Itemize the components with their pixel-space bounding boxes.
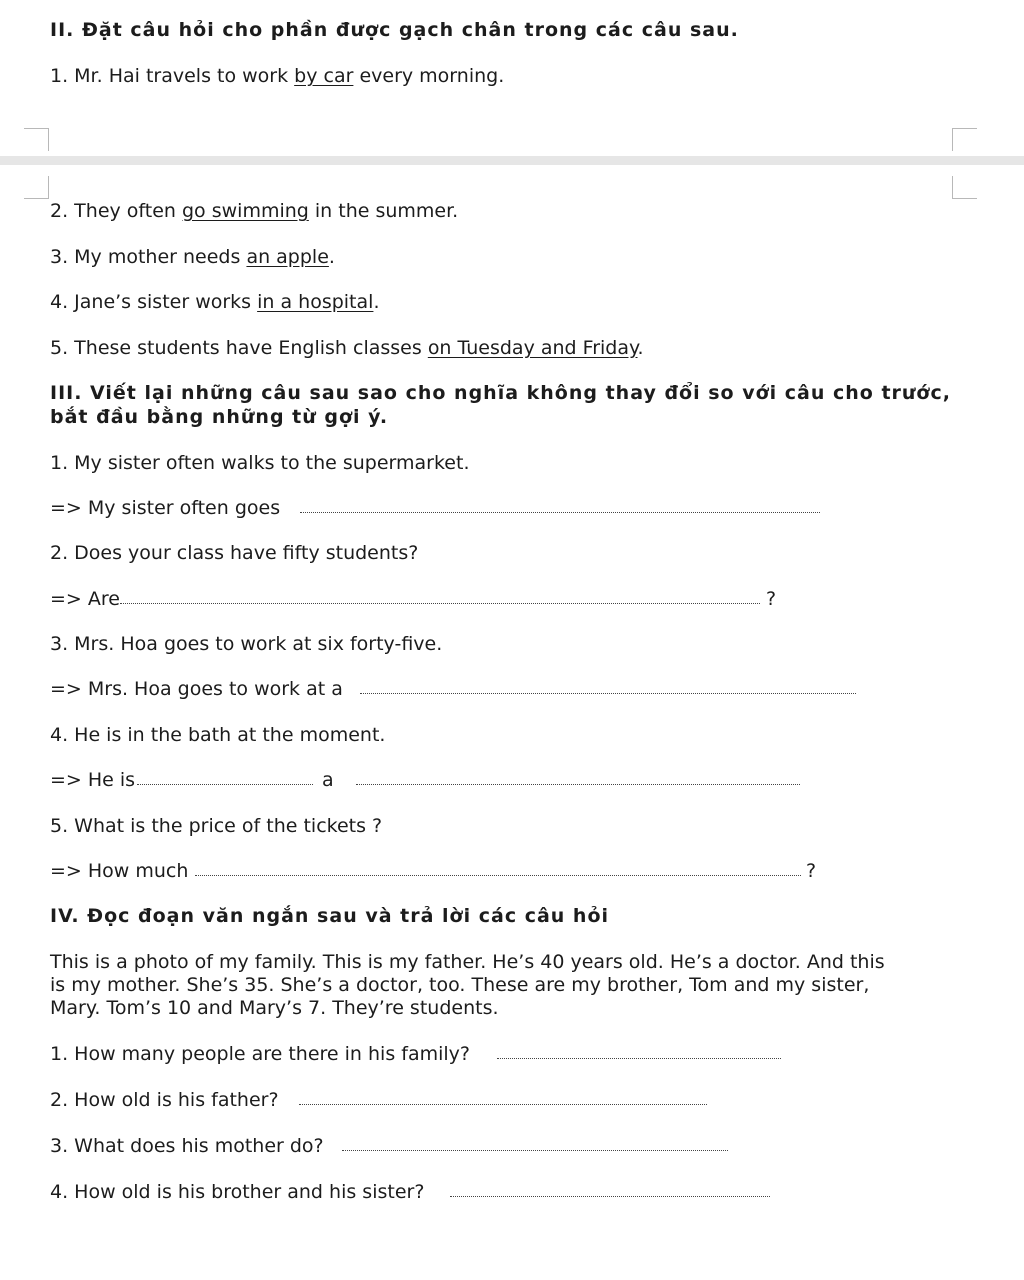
- answer-blank[interactable]: [120, 603, 760, 604]
- s2-item-3-underlined: an apple: [246, 246, 329, 268]
- section-3-heading-line-2: bắt đầu bằng những từ gợi ý.: [50, 406, 389, 428]
- s3-answer-4-mid: a: [322, 769, 334, 791]
- s2-item-1-underlined: by car: [294, 65, 354, 87]
- s4-question-4: 4. How old is his brother and his sister?: [50, 1181, 425, 1203]
- s2-item-2-underlined: go swimming: [182, 200, 309, 222]
- s2-item-1-end: every morning.: [353, 65, 505, 87]
- crop-mark: [24, 128, 49, 151]
- s3-answer-4-prompt: => He is: [50, 769, 136, 791]
- section-3-heading-line-1: III. Viết lại những câu sau sao cho nghĩa không thay đổi so với câu cho trước,: [50, 382, 951, 404]
- s3-question-3: 3. Mrs. Hoa goes to work at six forty-five.: [50, 633, 443, 655]
- s3-answer-1-prompt: => My sister often goes: [50, 497, 281, 519]
- s2-item-3-text: 3. My mother needs: [50, 246, 247, 268]
- s3-answer-5-end: ?: [806, 860, 817, 882]
- s2-item-4-underlined: in a hospital: [257, 291, 374, 313]
- page-break: [0, 156, 1024, 165]
- answer-blank[interactable]: [360, 693, 856, 694]
- s2-item-3: [50, 245, 335, 269]
- passage-line-1: This is a photo of my family. This is my father. He’s 40 years old. He’s a doctor. And this: [50, 951, 885, 973]
- s3-question-5: 5. What is the price of the tickets ?: [50, 815, 383, 837]
- answer-blank[interactable]: [450, 1196, 770, 1197]
- crop-mark: [952, 176, 977, 199]
- s2-item-5-underlined: on Tuesday and Friday: [427, 337, 638, 359]
- s2-item-4-end: .: [373, 291, 380, 313]
- s3-answer-2-end: ?: [766, 588, 777, 610]
- s2-item-5: [50, 336, 644, 360]
- s3-answer-5-prompt: => How much: [50, 860, 189, 882]
- s2-item-2-end: in the summer.: [308, 200, 459, 222]
- s3-question-2: 2. Does your class have fifty students?: [50, 542, 419, 564]
- section-2-heading: II. Đặt câu hỏi cho phần được gạch chân trong các câu sau.: [50, 19, 739, 41]
- section-4-heading: IV. Đọc đoạn văn ngắn sau và trả lời các câu hỏi: [50, 905, 610, 927]
- passage-line-3: Mary. Tom’s 10 and Mary’s 7. They’re students.: [50, 997, 499, 1019]
- s4-question-2: 2. How old is his father?: [50, 1089, 279, 1111]
- s3-question-4: 4. He is in the bath at the moment.: [50, 724, 386, 746]
- answer-blank[interactable]: [299, 1104, 707, 1105]
- s2-item-2-text: 2. They often: [50, 200, 182, 222]
- s2-item-1-text: 1. Mr. Hai travels to work: [50, 65, 295, 87]
- s2-item-5-text: 5. These students have English classes: [50, 337, 428, 359]
- s2-item-1: [50, 64, 504, 88]
- s3-answer-3-prompt: => Mrs. Hoa goes to work at a: [50, 678, 343, 700]
- answer-blank[interactable]: [195, 875, 801, 876]
- passage-line-2: is my mother. She’s 35. She’s a doctor, too. These are my brother, Tom and my sister,: [50, 974, 870, 996]
- s4-question-1: 1. How many people are there in his family?: [50, 1043, 470, 1065]
- answer-blank[interactable]: [356, 784, 800, 785]
- s2-item-3-end: .: [328, 246, 335, 268]
- s2-item-4: [50, 290, 379, 314]
- s3-question-1: 1. My sister often walks to the supermarket.: [50, 452, 470, 474]
- answer-blank[interactable]: [497, 1058, 781, 1059]
- s3-answer-2-prompt: => Are: [50, 588, 120, 610]
- answer-blank[interactable]: [137, 784, 313, 785]
- s2-item-2: [50, 199, 458, 223]
- answer-blank[interactable]: [300, 512, 820, 513]
- s4-question-3: 3. What does his mother do?: [50, 1135, 324, 1157]
- crop-mark: [24, 176, 49, 199]
- s2-item-5-end: .: [637, 337, 644, 359]
- crop-mark: [952, 128, 977, 151]
- s2-item-4-text: 4. Jane’s sister works: [50, 291, 258, 313]
- answer-blank[interactable]: [342, 1150, 728, 1151]
